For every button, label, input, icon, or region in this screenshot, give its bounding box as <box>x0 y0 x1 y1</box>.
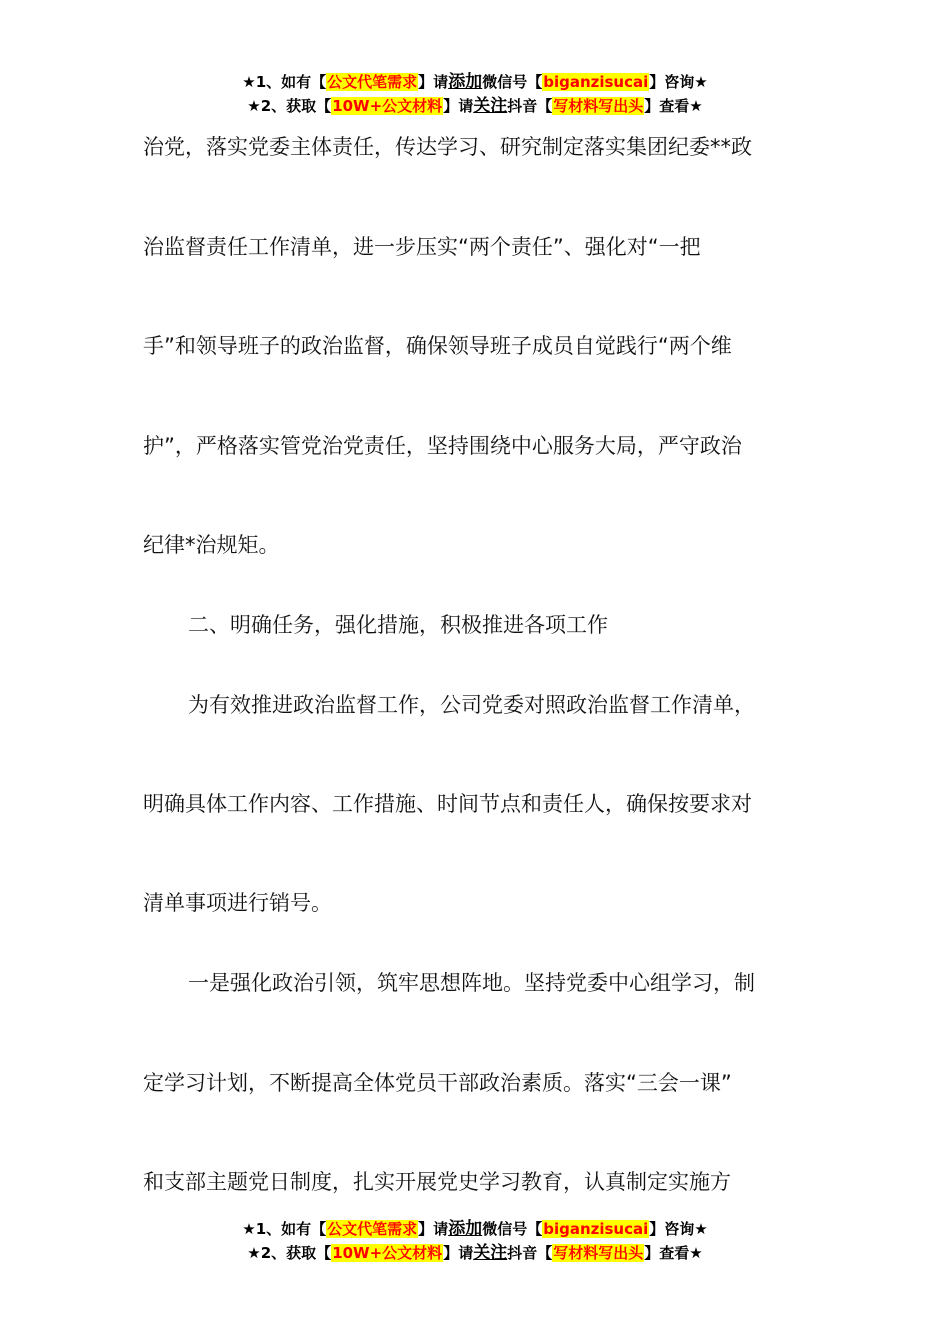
banner-line-1: ★1、如有【公文代笔需求】请添加微信号【biganzisucai】咨询★ <box>242 1219 708 1239</box>
highlight-douyin-id: 写材料写出头 <box>553 1244 644 1262</box>
banner-line-2: ★2、获取【10W+公文材料】请关注抖音【写材料写出头】查看★ <box>247 1243 703 1263</box>
highlight-service: 公文代笔需求 <box>327 73 418 91</box>
star-icon: ★ <box>694 1220 708 1238</box>
highlight-wechat-id: biganzisucai <box>543 1220 649 1238</box>
section-heading: 二、明确任务，强化措施，积极推进各项工作 <box>188 613 608 637</box>
star-icon: ★ <box>689 97 703 115</box>
text-line: 定学习计划，不断提高全体党员干部政治素质。落实“三会一课” <box>143 1071 732 1095</box>
text-line: 为有效推进政治监督工作，公司党委对照政治监督工作清单， <box>188 693 755 717</box>
highlight-materials: 10W+公文材料 <box>332 1244 443 1262</box>
star-icon: ★ <box>247 1244 261 1262</box>
text-line: 一是强化政治引领，筑牢思想阵地。坚持党委中心组学习，制 <box>188 971 755 995</box>
text-line: 手”和领导班子的政治监督，确保领导班子成员自觉践行“两个维 <box>143 334 732 358</box>
header-banner <box>0 70 950 118</box>
highlight-douyin-id: 写材料写出头 <box>553 97 644 115</box>
star-icon: ★ <box>689 1244 703 1262</box>
text-line: 护”，严格落实管党治党责任，坚持围绕中心服务大局，严守政治 <box>143 434 742 458</box>
banner-line-2: ★2、获取【10W+公文材料】请关注抖音【写材料写出头】查看★ <box>247 96 703 116</box>
text-line: 治监督责任工作清单，进一步压实“两个责任”、强化对“一把 <box>143 235 701 259</box>
banner-line-1: ★1、如有【公文代笔需求】请添加微信号【biganzisucai】咨询★ <box>242 72 708 92</box>
highlight-service: 公文代笔需求 <box>327 1220 418 1238</box>
highlight-materials: 10W+公文材料 <box>332 97 443 115</box>
text-line: 治党，落实党委主体责任，传达学习、研究制定落实集团纪委**政 <box>143 135 752 159</box>
footer-banner <box>0 1217 950 1265</box>
star-icon: ★ <box>242 1220 256 1238</box>
star-icon: ★ <box>242 73 256 91</box>
text-line: 纪律*治规矩。 <box>143 533 280 557</box>
highlight-wechat-id: biganzisucai <box>543 73 649 91</box>
text-line: 和支部主题党日制度，扎实开展党史学习教育，认真制定实施方 <box>143 1170 731 1194</box>
text-line: 清单事项进行销号。 <box>143 891 332 915</box>
text-line: 明确具体工作内容、工作措施、时间节点和责任人，确保按要求对 <box>143 792 752 816</box>
star-icon: ★ <box>247 97 261 115</box>
star-icon: ★ <box>694 73 708 91</box>
